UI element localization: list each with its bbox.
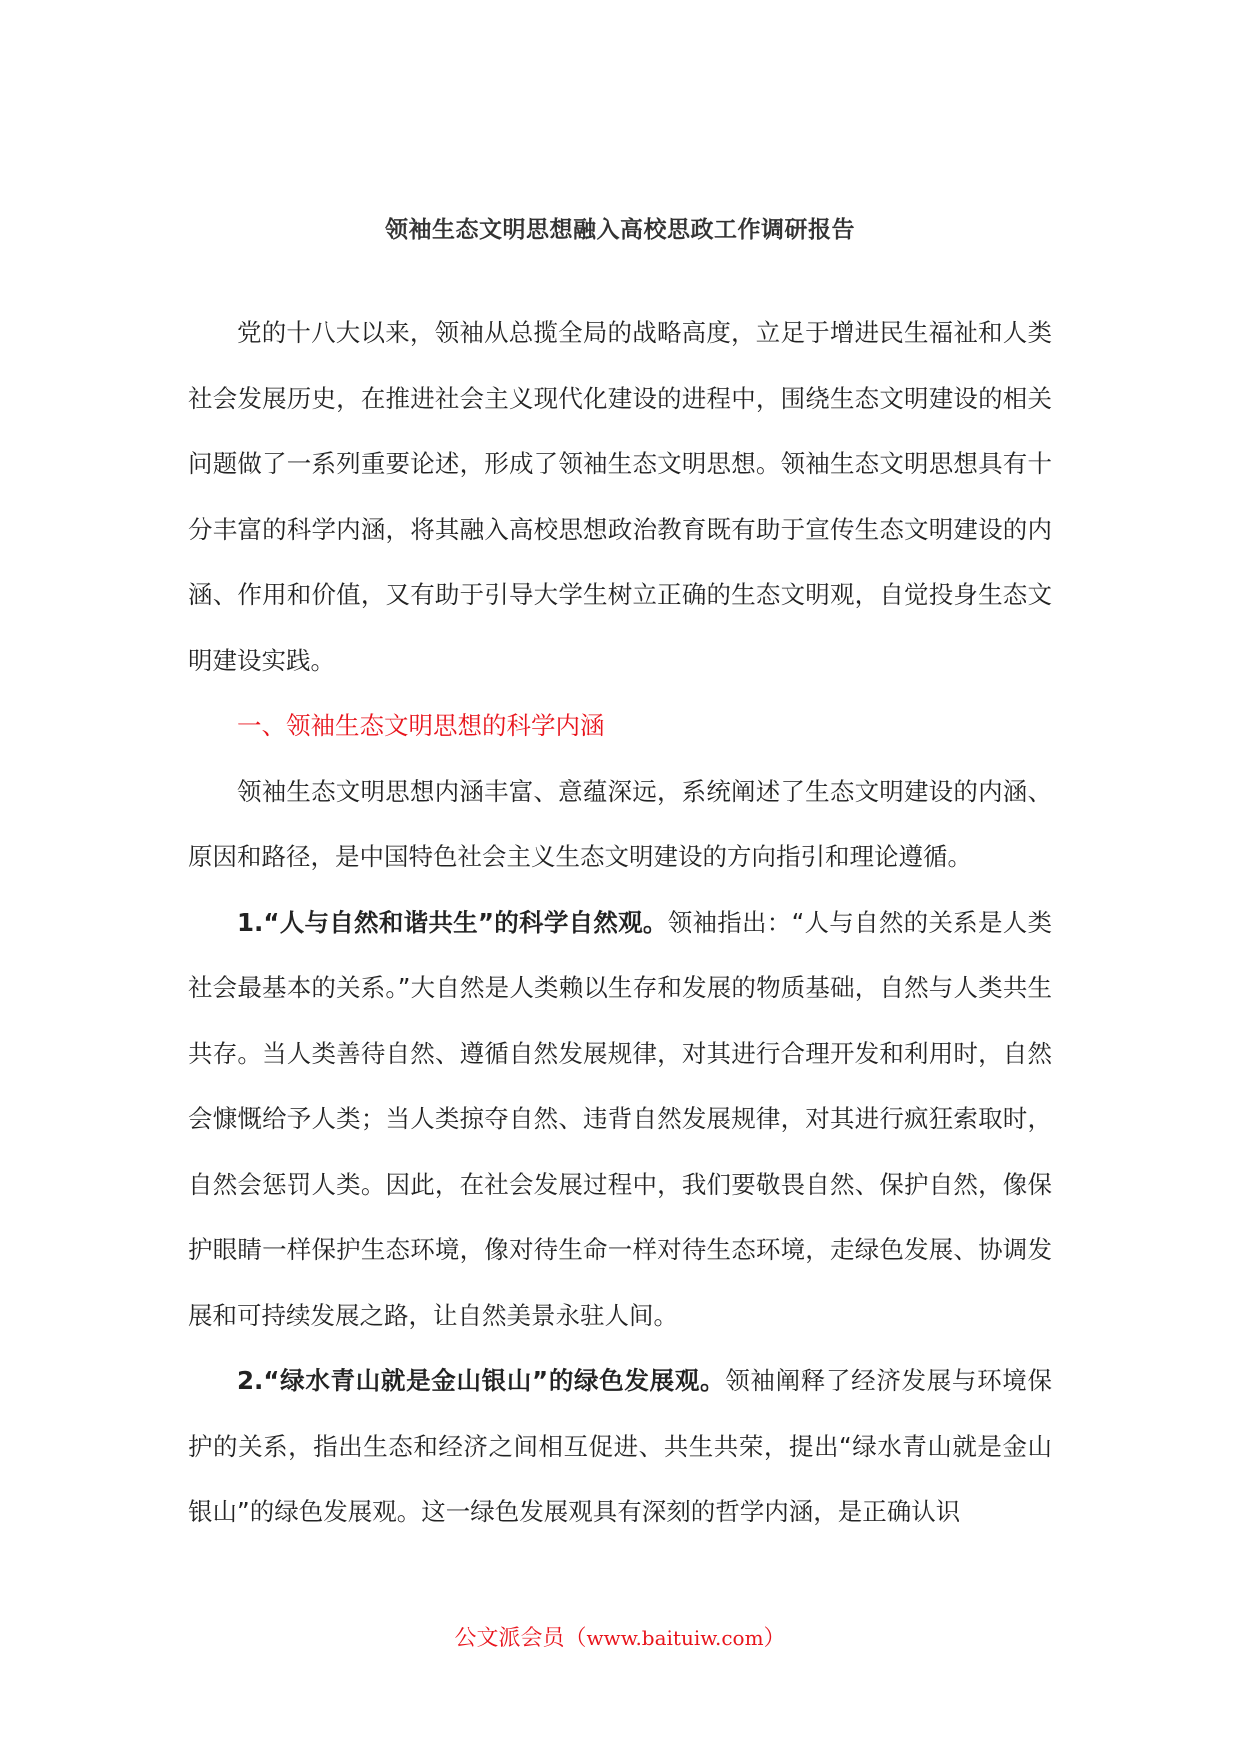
paragraph-intro: 党的十八大以来，领袖从总揽全局的战略高度，立足于增进民生福祉和人类社会发展历史，在推进社会主义现代化建设的进程中，围绕生态文明建设的相关问题做了一系列重要论述，形成了领袖生态文明思想。领袖生态文明思想具有十分丰富的科学内涵，将其融入高校思想政治教育既有助于宣传生态文明建设的内涵、作用和价值，又有助于引导大学生树立正确的生态文明观，自觉投身生态文明建设实践。 [188, 318, 1052, 675]
footer-watermark [0, 1622, 1240, 1655]
paragraph-point-2 [188, 1348, 1052, 1545]
footer-suffix: ） [763, 1626, 786, 1651]
point-1-heading: 1.“人与自然和谐共生”的科学自然观。 [237, 907, 668, 937]
paragraph-point-1 [188, 890, 1052, 1349]
page-title: 领袖生态文明思想融入高校思政工作调研报告 [385, 217, 855, 243]
footer-prefix: 公文派会员（ [454, 1626, 587, 1651]
section-heading-1: 一、领袖生态文明思想的科学内涵 [237, 711, 605, 740]
point-2-text: 领袖阐释了经济发展与环境保护的关系，指出生态和经济之间相互促进、共生共荣，提出“绿水青山就是金山银山”的绿色发展观。这一绿色发展观具有深刻的哲学内涵，是正确认识 [188, 1366, 1053, 1526]
point-1-text: 领袖指出：“人与自然的关系是人类社会最基本的关系。”大自然是人类赖以生存和发展的物质基础，自然与人类共生共存。当人类善待自然、遵循自然发展规律，对其进行合理开发和利用时，自然会慷慨给予人类；当人类掠夺自然、违背自然发展规律，对其进行疯狂索取时，自然会惩罚人类。因此，在社会发展过程中，我们要敬畏自然、保护自然，像保护眼睛一样保护生态环境，像对待生命一样对待生态环境，走绿色发展、协调发展和可持续发展之路，让自然美景永驻人间。 [188, 907, 1052, 1330]
paragraph-section-1-intro: 领袖生态文明思想内涵丰富、意蕴深远，系统阐述了生态文明建设的内涵、原因和路径，是中国特色社会主义生态文明建设的方向指引和理论遵循。 [188, 776, 1052, 871]
document-body [188, 300, 1052, 1545]
footer-url-link[interactable]: www.baituiw.com [586, 1626, 764, 1650]
point-2-heading: 2.“绿水青山就是金山银山”的绿色发展观。 [237, 1366, 726, 1395]
